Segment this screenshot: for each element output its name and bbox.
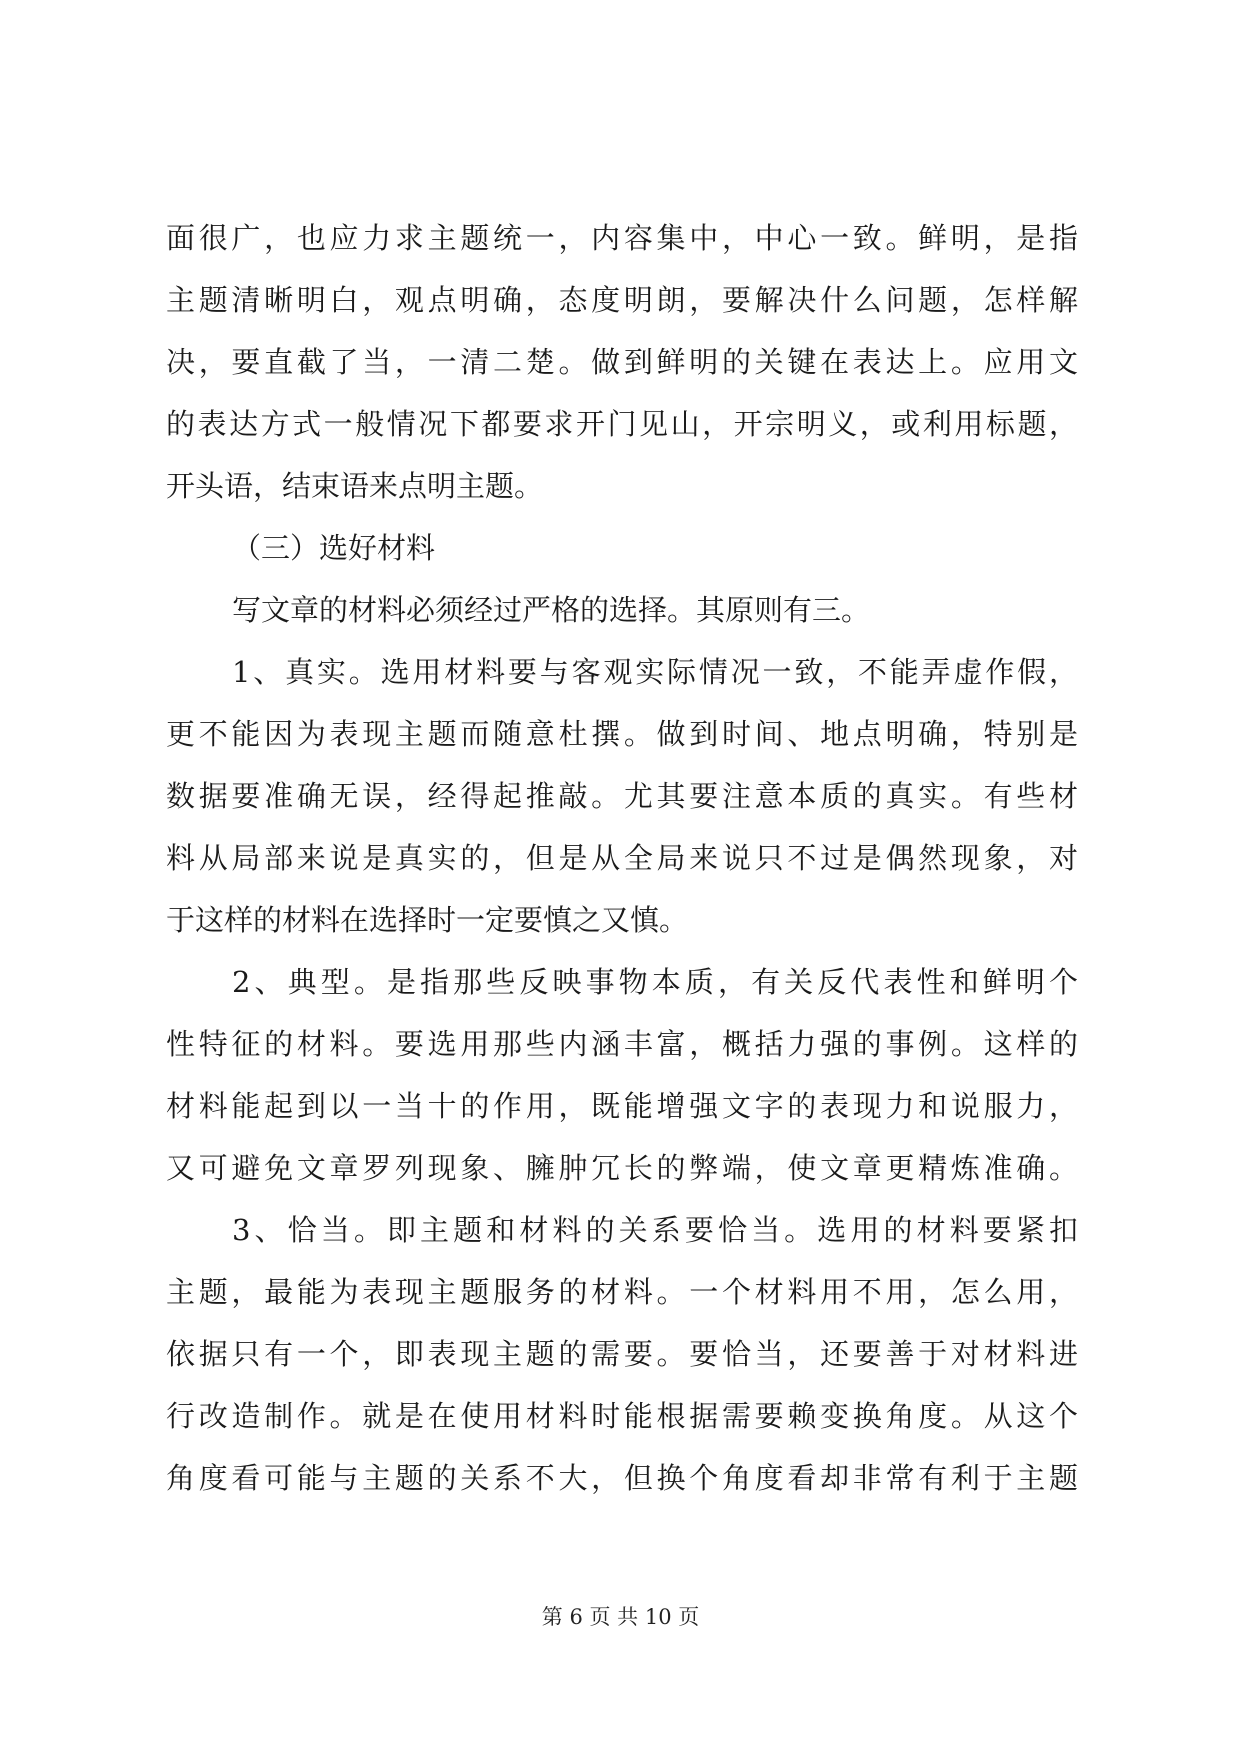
body-line-16: 又可避免文章罗列现象、臃肿冗长的弊端，使文章更精炼准确。 bbox=[166, 1151, 1078, 1185]
page-number-footer: 第 6 页 共 10 页 bbox=[541, 1605, 700, 1629]
section-heading: （三）选好材料 bbox=[232, 531, 436, 565]
body-line-3: 决，要直截了当，一清二楚。做到鲜明的关键在表达上。应用文 bbox=[166, 345, 1078, 379]
body-line-4: 的表达方式一般情况下都要求开门见山，开宗明义，或利用标题， bbox=[166, 407, 1078, 441]
body-line-7: 写文章的材料必须经过严格的选择。其原则有三。 bbox=[232, 593, 871, 627]
body-line-18: 主题，最能为表现主题服务的材料。一个材料用不用，怎么用， bbox=[166, 1275, 1078, 1309]
body-line-8: 1、真实。选用材料要与客观实际情况一致，不能弄虚作假， bbox=[232, 655, 1078, 689]
body-line-10: 数据要准确无误，经得起推敲。尤其要注意本质的真实。有些材 bbox=[166, 779, 1078, 813]
body-line-9: 更不能因为表现主题而随意杜撰。做到时间、地点明确，特别是 bbox=[166, 717, 1078, 751]
body-line-5: 开头语，结束语来点明主题。 bbox=[166, 469, 544, 503]
body-line-19: 依据只有一个，即表现主题的需要。要恰当，还要善于对材料进 bbox=[166, 1337, 1078, 1371]
body-line-15: 材料能起到以一当十的作用，既能增强文字的表现力和说服力， bbox=[166, 1089, 1078, 1123]
body-line-2: 主题清晰明白，观点明确，态度明朗，要解决什么问题，怎样解 bbox=[166, 283, 1078, 317]
body-line-17: 3、恰当。即主题和材料的关系要恰当。选用的材料要紧扣 bbox=[232, 1213, 1078, 1247]
body-line-20: 行改造制作。就是在使用材料时能根据需要赖变换角度。从这个 bbox=[166, 1399, 1078, 1433]
body-line-21: 角度看可能与主题的关系不大，但换个角度看却非常有利于主题 bbox=[166, 1461, 1078, 1495]
body-line-1: 面很广，也应力求主题统一，内容集中，中心一致。鲜明，是指 bbox=[166, 221, 1078, 255]
body-line-14: 性特征的材料。要选用那些内涵丰富，概括力强的事例。这样的 bbox=[166, 1027, 1078, 1061]
body-line-13: 2、典型。是指那些反映事物本质，有关反代表性和鲜明个 bbox=[232, 965, 1078, 999]
body-line-11: 料从局部来说是真实的，但是从全局来说只不过是偶然现象，对 bbox=[166, 841, 1078, 875]
body-line-12: 于这样的材料在选择时一定要慎之又慎。 bbox=[166, 903, 689, 937]
